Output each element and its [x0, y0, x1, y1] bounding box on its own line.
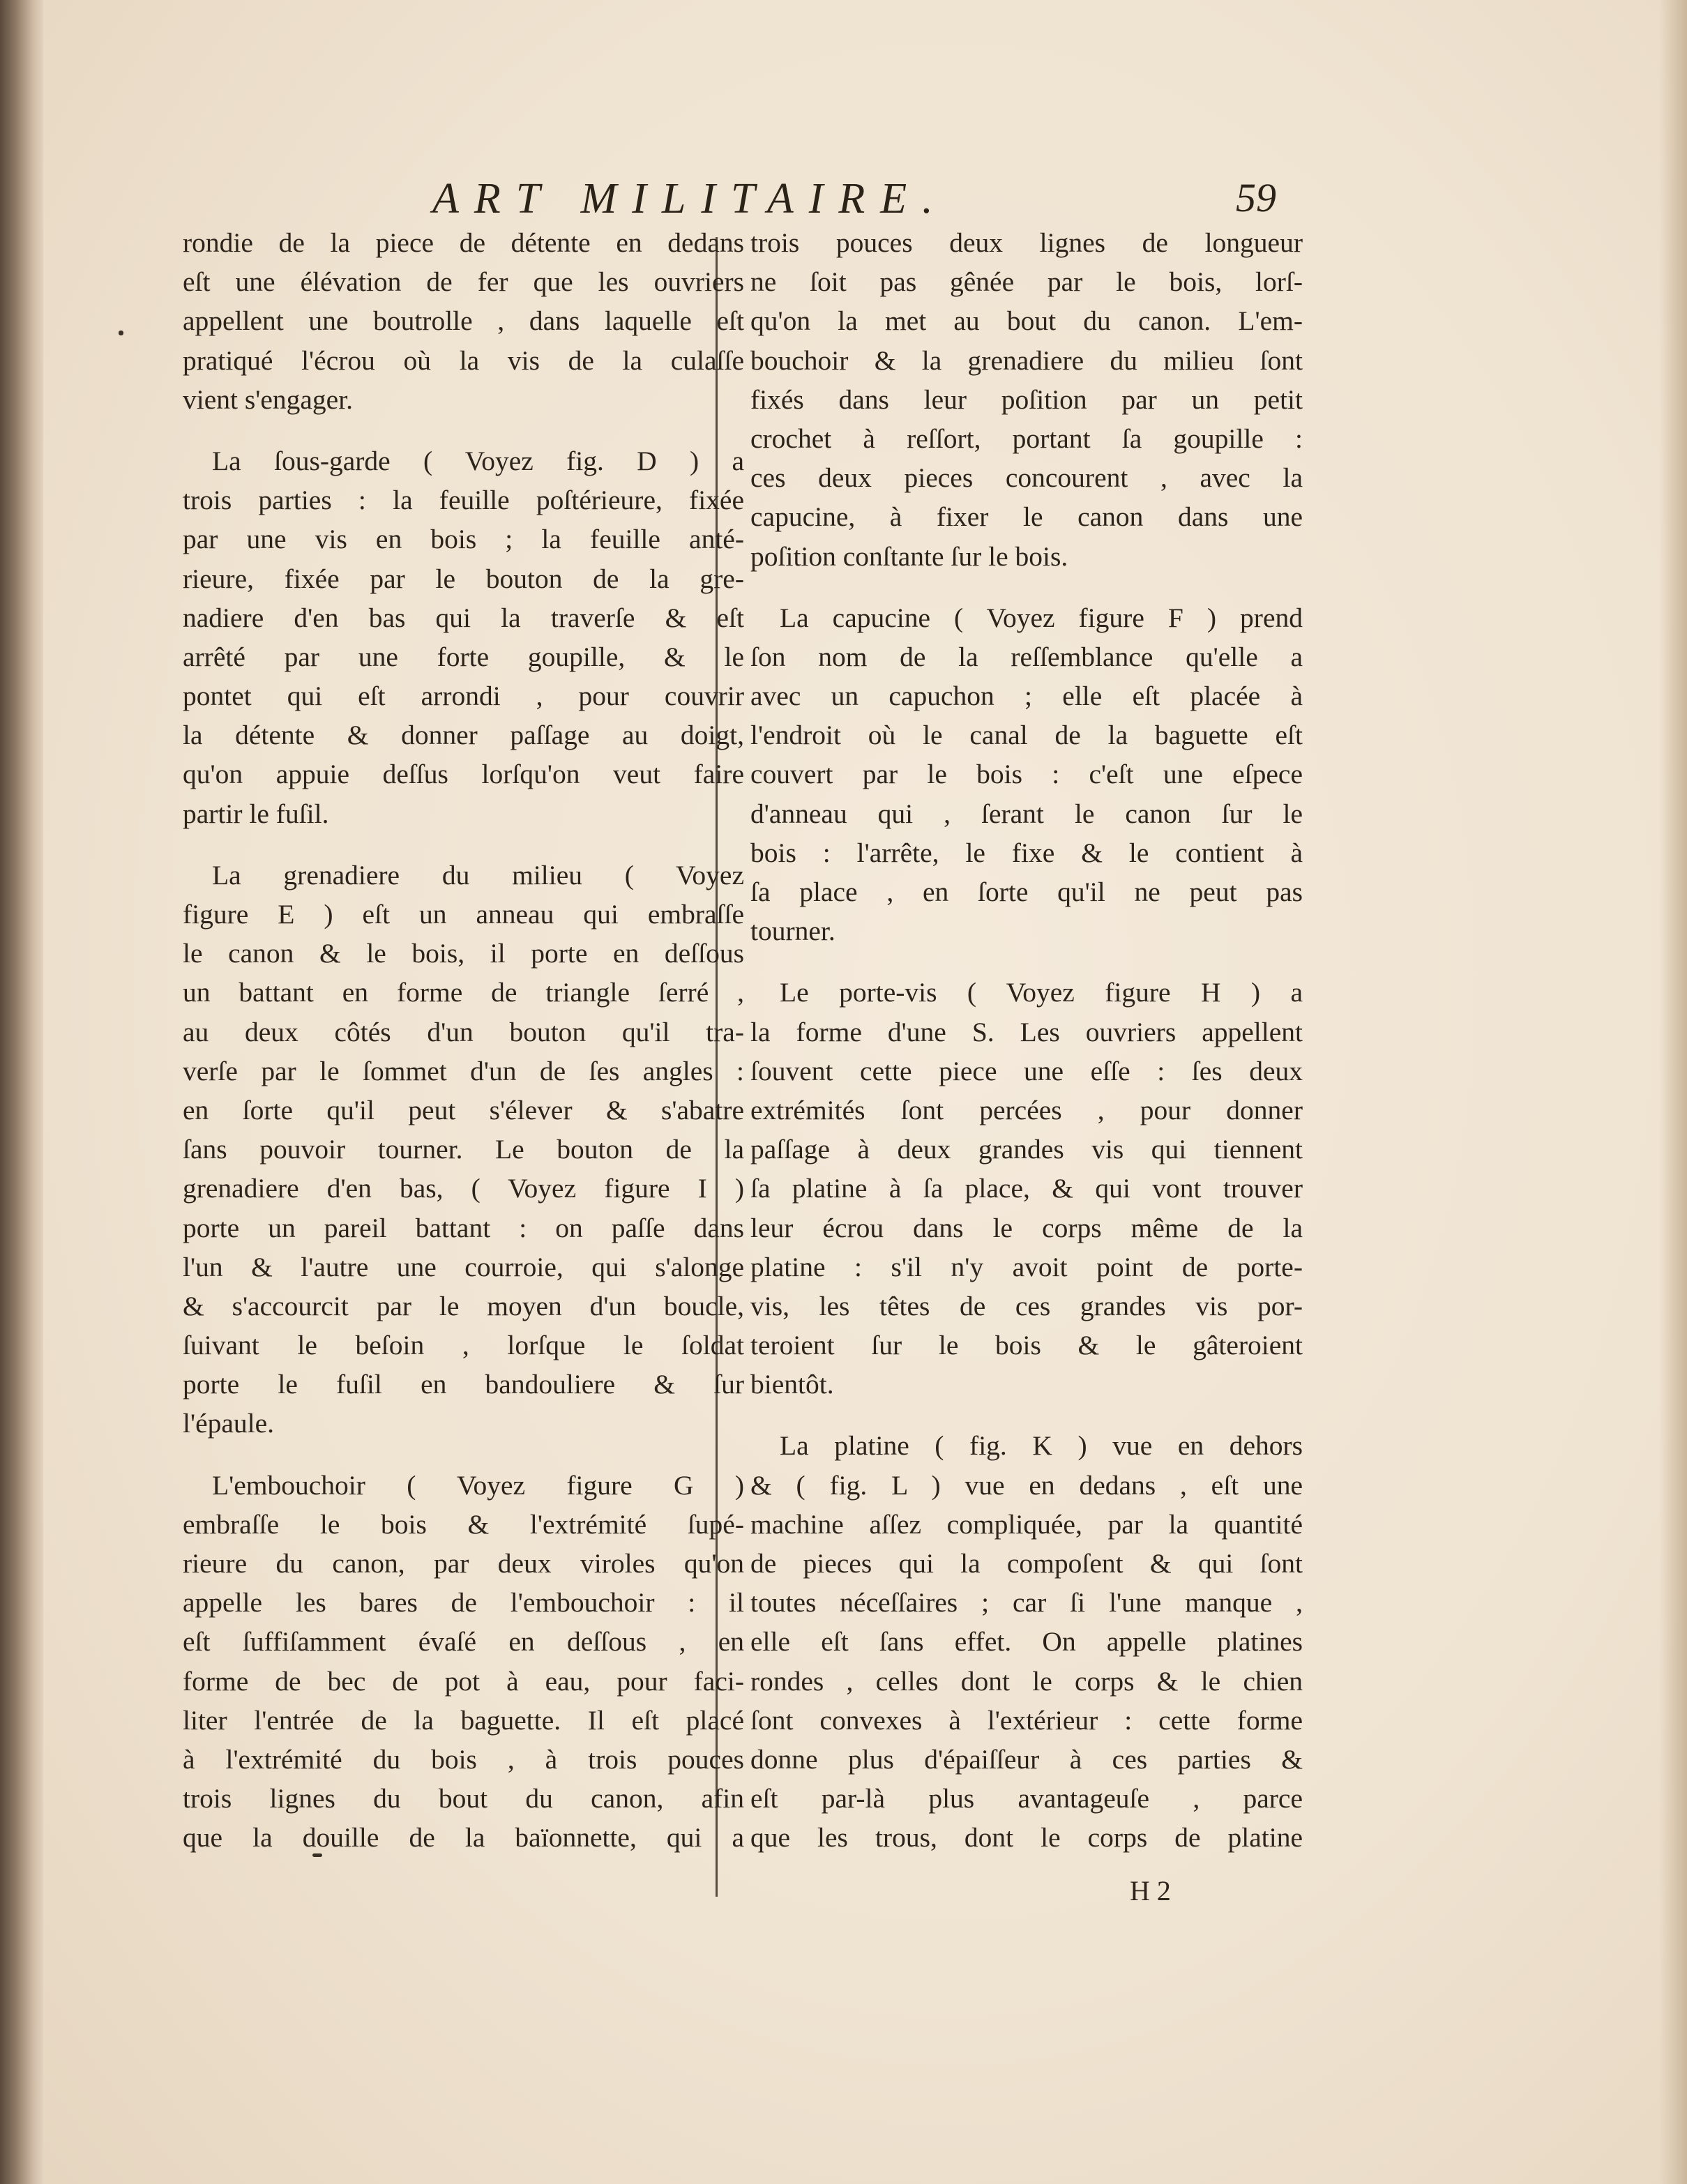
text-line: ne ſoit pas gênée par le bois, lorſ-: [750, 266, 1303, 298]
ink-speck: [312, 1853, 322, 1857]
text-line: que la douille de la baïonnette, qui a: [183, 1822, 744, 1853]
signature-mark: H 2: [1130, 1875, 1171, 1906]
text-line: ſuivant le beſoin , lorſque le ſoldat: [183, 1330, 744, 1361]
text-line: ſouvent cette piece une eſſe : ſes deux: [750, 1055, 1303, 1086]
text-line: bouchoir & la grenadiere du milieu ſont: [750, 344, 1303, 376]
text-line: donne plus d'épaiſſeur à ces parties &: [750, 1743, 1303, 1775]
book-binding-shadow: [0, 0, 43, 2184]
text-line: tourner.: [750, 916, 835, 947]
text-line: trois lignes du bout du canon, afin: [183, 1783, 744, 1814]
text-line: ces deux pieces concourent , avec la: [750, 462, 1303, 494]
text-line: au deux côtés d'un bouton qu'il tra-: [183, 1016, 744, 1047]
text-line: la forme d'une S. Les ouvriers appellent: [750, 1016, 1303, 1047]
text-line: pontet qui eſt arrondi , pour couvrir: [183, 681, 744, 712]
text-line: arrêté par une forte goupille, & le: [183, 641, 744, 672]
text-line: paſſage à deux grandes vis qui tiennent: [750, 1134, 1303, 1165]
text-line: avec un capuchon ; elle eſt placée à: [750, 681, 1303, 712]
text-line: crochet à reſſort, portant ſa goupille :: [750, 423, 1303, 454]
paragraph: [183, 856, 744, 1443]
paragraph: [750, 1426, 1303, 1857]
paragraph: [183, 223, 744, 419]
text-line: le canon & le bois, il porte en deſſous: [183, 938, 744, 969]
text-line: & s'accourcit par le moyen d'un boucle,: [183, 1290, 744, 1321]
text-line: poſition conſtante ſur le bois.: [750, 540, 1068, 572]
paragraph: [183, 441, 744, 833]
text-line: d'anneau qui , ſerant le canon ſur le: [750, 798, 1303, 829]
text-line: couvert par le bois : c'eſt une eſpece: [750, 759, 1303, 790]
text-line: la détente & donner paſſage au doigt,: [183, 720, 744, 751]
text-line: verſe par le ſommet d'un de ſes angles :: [183, 1055, 744, 1086]
paragraph: [183, 1466, 744, 1858]
text-line: nadiere d'en bas qui la traverſe & eſt: [183, 602, 744, 633]
text-line: toutes néceſſaires ; car ſi l'une manque ,: [750, 1587, 1303, 1618]
text-line: embraſſe le bois & l'extrémité ſupé-: [183, 1508, 744, 1540]
text-line: teroient ſur le bois & le gâteroient: [750, 1330, 1303, 1361]
text-line: ſon nom de la reſſemblance qu'elle a: [750, 641, 1303, 672]
text-line: L'embouchoir ( Voyez figure G ): [212, 1469, 744, 1501]
text-line: fixés dans leur poſition par un petit: [750, 384, 1303, 415]
text-line: vient s'engager.: [183, 384, 354, 415]
text-line: eſt une élévation de fer que les ouvriers: [183, 266, 744, 298]
text-line: Le porte-vis ( Voyez figure H ) a: [780, 977, 1303, 1008]
ink-speck: [119, 331, 123, 335]
text-line: à l'extrémité du bois , à trois pouces: [183, 1743, 744, 1775]
text-line: rieure, fixée par le bouton de la gre-: [183, 563, 744, 594]
text-line: trois parties : la feuille poſtérieure, fixée: [183, 485, 744, 516]
text-line: porte un pareil battant : on paſſe dans: [183, 1212, 744, 1243]
text-line: ſa platine à ſa place, & qui vont trouver: [750, 1173, 1303, 1204]
text-line: rondie de la piece de détente en dedans: [183, 227, 744, 258]
running-head: ART MILITAIRE.: [432, 175, 948, 222]
page-edge-shadow: [1659, 0, 1687, 2184]
text-line: leur écrou dans le corps même de la: [750, 1212, 1303, 1243]
text-line: machine aſſez compliquée, par la quantité: [750, 1508, 1303, 1540]
text-line: liter l'entrée de la baguette. Il eſt placé: [183, 1704, 744, 1736]
text-line: forme de bec de pot à eau, pour faci-: [183, 1665, 744, 1697]
text-line: platine : s'il n'y avoit point de porte-: [750, 1251, 1303, 1282]
text-line: ſans pouvoir tourner. Le bouton de la: [183, 1134, 744, 1165]
text-line: de pieces qui la compoſent & qui ſont: [750, 1548, 1303, 1579]
text-line: figure E ) eſt un anneau qui embraſſe: [183, 899, 744, 930]
text-line: eſt par-là plus avantageuſe , parce: [750, 1783, 1303, 1814]
text-line: qu'on la met au bout du canon. L'em-: [750, 305, 1303, 337]
text-line: rieure du canon, par deux viroles qu'on: [183, 1548, 744, 1579]
text-line: l'endroit où le canal de la baguette eſt: [750, 720, 1303, 751]
text-line: ſa place , en ſorte qu'il ne peut pas: [750, 877, 1303, 907]
text-line: La ſous-garde ( Voyez fig. D ) a: [212, 445, 744, 476]
text-line: La platine ( fig. K ) vue en dehors: [780, 1430, 1303, 1462]
text-line: grenadiere d'en bas, ( Voyez figure I ): [183, 1173, 744, 1204]
text-line: bois : l'arrête, le fixe & le contient à: [750, 837, 1303, 868]
text-line: appelle les bares de l'embouchoir : il: [183, 1587, 744, 1618]
text-line: La capucine ( Voyez figure F ) prend: [780, 602, 1303, 633]
left-column: [183, 223, 744, 1858]
text-line: vis, les têtes de ces grandes vis por-: [750, 1290, 1303, 1321]
text-line: capucine, à fixer le canon dans une: [750, 501, 1303, 533]
text-line: elle eſt ſans effet. On appelle platines: [750, 1626, 1303, 1658]
text-line: qu'on appuie deſſus lorſqu'on veut faire: [183, 759, 744, 790]
right-column: [750, 223, 1303, 1858]
text-line: La grenadiere du milieu ( Voyez: [212, 859, 744, 890]
paragraph: [750, 973, 1303, 1404]
text-line: bientôt.: [750, 1369, 834, 1400]
text-line: trois pouces deux lignes de longueur: [750, 227, 1303, 258]
text-line: ſont convexes à l'extérieur : cette forme: [750, 1704, 1303, 1736]
text-line: l'épaule.: [183, 1408, 275, 1439]
text-line: & ( fig. L ) vue en dedans , eſt une: [750, 1469, 1303, 1501]
text-line: eſt ſuffiſamment évaſé en deſſous , en: [183, 1626, 744, 1658]
text-line: que les trous, dont le corps de platine: [750, 1822, 1303, 1853]
text-line: pratiqué l'écrou où la vis de la culaſſe: [183, 344, 744, 376]
text-line: extrémités ſont percées , pour donner: [750, 1094, 1303, 1125]
text-line: partir le fuſil.: [183, 798, 329, 829]
text-line: porte le fuſil en bandouliere & ſur: [183, 1369, 744, 1400]
page-number: 59: [1236, 175, 1276, 220]
paragraph: [750, 598, 1303, 951]
text-line: appellent une boutrolle , dans laquelle eſt: [183, 305, 744, 337]
text-line: l'un & l'autre une courroie, qui s'alonge: [183, 1251, 744, 1282]
text-line: en ſorte qu'il peut s'élever & s'abatre: [183, 1094, 744, 1125]
paragraph: [750, 223, 1303, 576]
text-line: rondes , celles dont le corps & le chien: [750, 1665, 1303, 1697]
text-line: par une vis en bois ; la feuille anté-: [183, 524, 744, 555]
text-line: un battant en forme de triangle ſerré ,: [183, 977, 744, 1008]
